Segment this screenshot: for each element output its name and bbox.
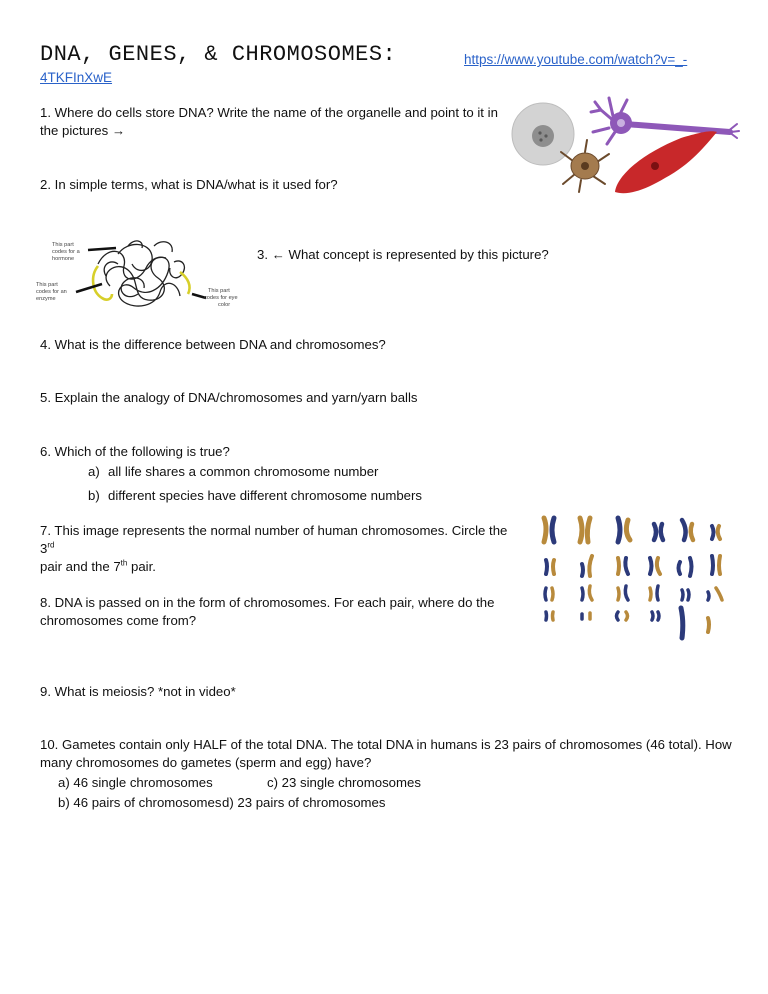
question-5: 5. Explain the analogy of DNA/chromosomes and yarn/yarn balls: [40, 390, 418, 405]
question-10-option-d: d) 23 pairs of chromosomes: [222, 795, 386, 810]
gene-label-top-line1: This part: [52, 242, 74, 248]
page-title: DNA, GENES, & CHROMOSOMES:: [40, 42, 397, 67]
gene-label-right-line1: This part: [208, 288, 230, 294]
chromosome-pair-22: [652, 612, 659, 620]
question-6-option-a-label: a): [88, 464, 100, 479]
gene-figure: [28, 236, 253, 316]
chromosome-pair-15: [618, 586, 628, 600]
cells-figure: [505, 92, 740, 200]
question-10-line2: many chromosomes do gametes (sperm and egg) have?: [40, 755, 372, 770]
neuron-cell-icon: [591, 98, 739, 144]
chromosome-pair-14: [582, 586, 592, 600]
question-6-option-b: different species have different chromosome numbers: [108, 488, 422, 503]
question-10: [40, 736, 740, 772]
chromosome-pair-9: [618, 558, 628, 574]
question-6-option-b-label: b): [88, 488, 100, 503]
question-10-option-b: b) 46 pairs of chromosomes: [58, 795, 222, 810]
question-1-line1: 1. Where do cells store DNA? Write the name of the organelle and point to it in: [40, 105, 498, 120]
chromosome-pair-20: [582, 613, 590, 619]
gene-label-left-line2: codes for an: [36, 289, 67, 295]
question-1: [40, 104, 500, 140]
chromosome-pair-7: [546, 560, 554, 574]
question-10-option-a: a) 46 single chromosomes: [58, 775, 213, 790]
question-1-line2: the pictures →: [40, 123, 126, 138]
karyotype-figure: [536, 508, 736, 644]
sex-chromosomes: [681, 608, 709, 638]
chromosome-pair-21: [617, 612, 628, 620]
pointer-left: [76, 284, 102, 292]
chromosome-pair-18: [708, 588, 722, 600]
question-10-line1: 10. Gametes contain only HALF of the total DNA. The total DNA in humans is 23 pairs of chromosomes (46 total). How: [40, 737, 732, 752]
video-link[interactable]: https://www.youtube.com/watch?v=_-: [464, 52, 688, 67]
question-9: 9. What is meiosis? *not in video*: [40, 684, 236, 699]
chromosome-pair-13: [545, 588, 553, 600]
question-10-option-c: c) 23 single chromosomes: [267, 775, 421, 790]
gene-label-top-line3: hormone: [52, 256, 75, 262]
muscle-cell-icon: [615, 131, 717, 193]
video-link-continued[interactable]: 4TKFInXwE: [40, 70, 113, 85]
gene-label-top-line2: codes for a: [52, 249, 80, 255]
gene-label-right-line3: color: [218, 302, 231, 308]
question-8: [40, 594, 494, 630]
gene-label-left-line3: enzyme: [36, 296, 56, 302]
question-7-text-2: pair and the 7: [40, 559, 121, 574]
question-3: 3. ← What concept is represented by this picture?: [257, 247, 549, 262]
question-7: [40, 522, 520, 576]
chromosome-pair-10: [650, 558, 660, 574]
question-7-text-1: 7. This image represents the normal number of human chromosomes. Circle the 3: [40, 523, 508, 556]
chromosome-pair-1: [544, 518, 554, 542]
chromosome-pair-12: [712, 556, 720, 574]
pointer-top: [88, 248, 116, 250]
chromosome-pair-19: [546, 612, 553, 620]
chromosome-pair-4: [654, 524, 663, 540]
chromosome-pair-3: [618, 518, 630, 542]
question-4: 4. What is the difference between DNA and chromosomes?: [40, 337, 386, 352]
question-8-line2: chromosomes come from?: [40, 613, 197, 628]
question-7-text-3: pair.: [127, 559, 156, 574]
question-6-stem: 6. Which of the following is true?: [40, 444, 230, 459]
question-8-line1: 8. DNA is passed on in the form of chromosomes. For each pair, where do the: [40, 595, 495, 610]
chromosome-pair-6: [712, 526, 720, 539]
gene-label-left-line1: This part: [36, 282, 58, 288]
question-7-sup-1: rd: [47, 540, 55, 550]
chromosome-pair-11: [679, 558, 692, 576]
gene-label-right-line2: codes for eye: [204, 295, 238, 301]
question-6-option-a: all life shares a common chromosome number: [108, 464, 379, 479]
chromosome-pair-17: [682, 590, 689, 600]
question-2: 2. In simple terms, what is DNA/what is it used for?: [40, 177, 338, 192]
question-7-sup-2: th: [120, 558, 128, 568]
chromosome-pair-5: [682, 520, 693, 540]
chromosome-pair-8: [582, 556, 592, 576]
chromosome-pair-2: [580, 518, 590, 542]
chromosome-pair-16: [650, 586, 658, 600]
